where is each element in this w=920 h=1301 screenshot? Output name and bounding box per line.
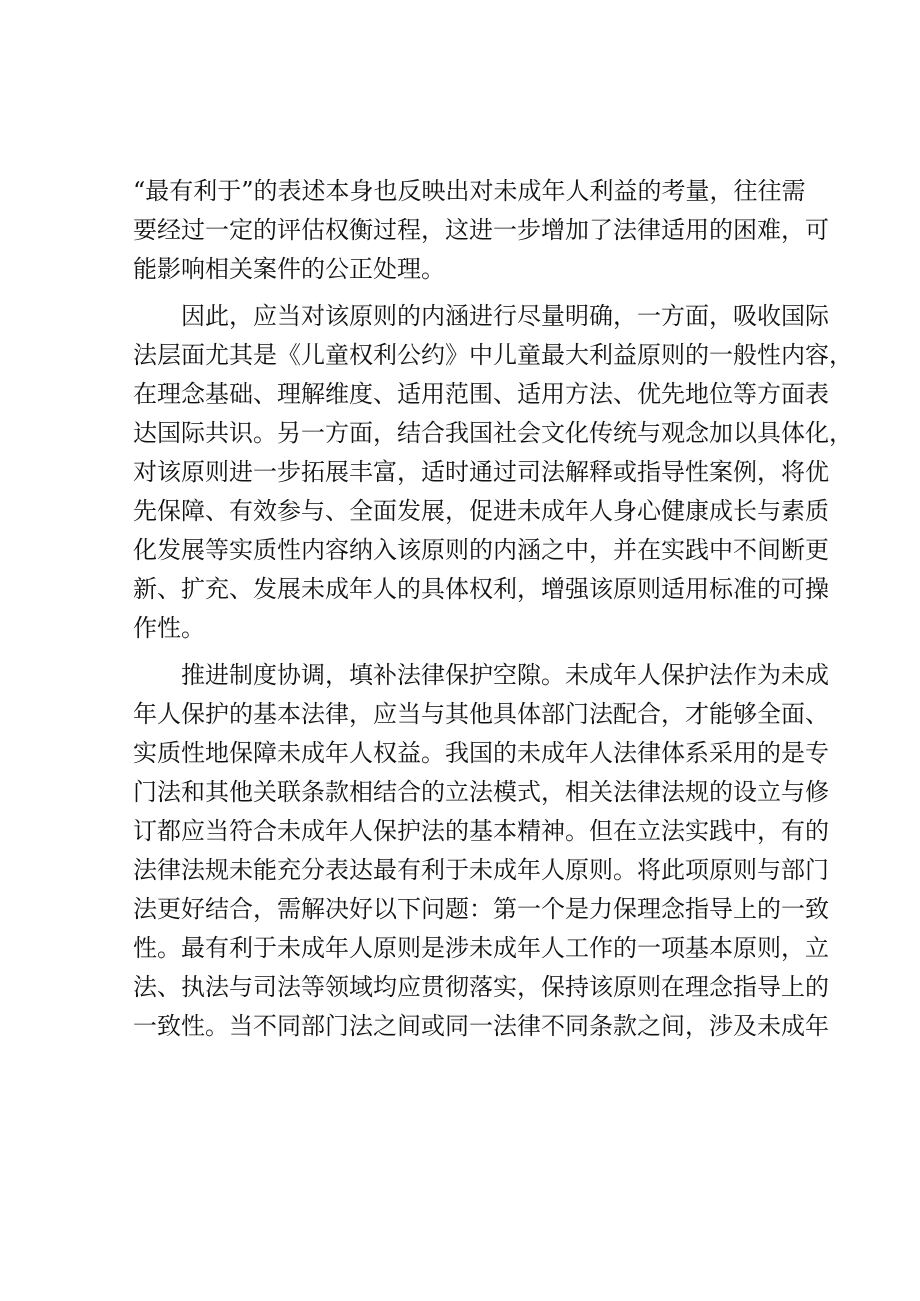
text-line: 年人保护的基本法律，应当与其他具体部门法配合，才能够全面、 <box>133 700 829 728</box>
text-line: 订都应当符合未成年人保护法的基本精神。但在立法实践中，有的 <box>133 817 829 845</box>
text-line: 新、扩充、发展未成年人的具体权利，增强该原则适用标准的可操 <box>133 575 829 603</box>
paragraph-2 <box>133 297 853 648</box>
paragraph-1 <box>133 172 829 289</box>
text-line: “最有利于”的表述本身也反映出对未成年人利益的考量，往往需 <box>133 177 806 205</box>
text-line: 能影响相关案件的公正处理。 <box>133 255 445 283</box>
text-line: 法律法规未能充分表达最有利于未成年人原则。将此项原则与部门 <box>133 856 829 884</box>
text-line: 在理念基础、理解维度、适用范围、适用方法、优先地位等方面表 <box>133 380 829 408</box>
text-line: 化发展等实质性内容纳入该原则的内涵之中，并在实践中不间断更 <box>133 536 829 564</box>
text-line: 对该原则进一步拓展丰富，适时通过司法解释或指导性案例，将优 <box>133 458 829 486</box>
text-line: 先保障、有效参与、全面发展，促进未成年人身心健康成长与素质 <box>133 497 829 525</box>
paragraph-3 <box>133 656 829 1046</box>
text-line: 一致性。当不同部门法之间或同一法律不同条款之间，涉及未成年 <box>133 1012 829 1040</box>
text-line: 要经过一定的评估权衡过程，这进一步增加了法律适用的困难，可 <box>133 216 829 244</box>
text-line: 推进制度协调，填补法律保护空隙。未成年人保护法作为未成 <box>181 661 829 689</box>
text-line: 因此，应当对该原则的内涵进行尽量明确，一方面，吸收国际 <box>181 302 829 330</box>
text-line: 实质性地保障未成年人权益。我国的未成年人法律体系采用的是专 <box>133 739 829 767</box>
document-body <box>133 172 853 1054</box>
text-line: 法、执法与司法等领域均应贯彻落实，保持该原则在理念指导上的 <box>133 973 829 1001</box>
text-line: 法层面尤其是《儿童权利公约》中儿童最大利益原则的一般性内容， <box>133 341 853 369</box>
text-line: 作性。 <box>133 614 205 642</box>
text-line: 性。最有利于未成年人原则是涉未成年人工作的一项基本原则，立 <box>133 934 829 962</box>
text-line: 门法和其他关联条款相结合的立法模式，相关法律法规的设立与修 <box>133 778 829 806</box>
text-line: 法更好结合，需解决好以下问题：第一个是力保理念指导上的一致 <box>133 895 829 923</box>
text-line: 达国际共识。另一方面，结合我国社会文化传统与观念加以具体化， <box>133 419 853 447</box>
